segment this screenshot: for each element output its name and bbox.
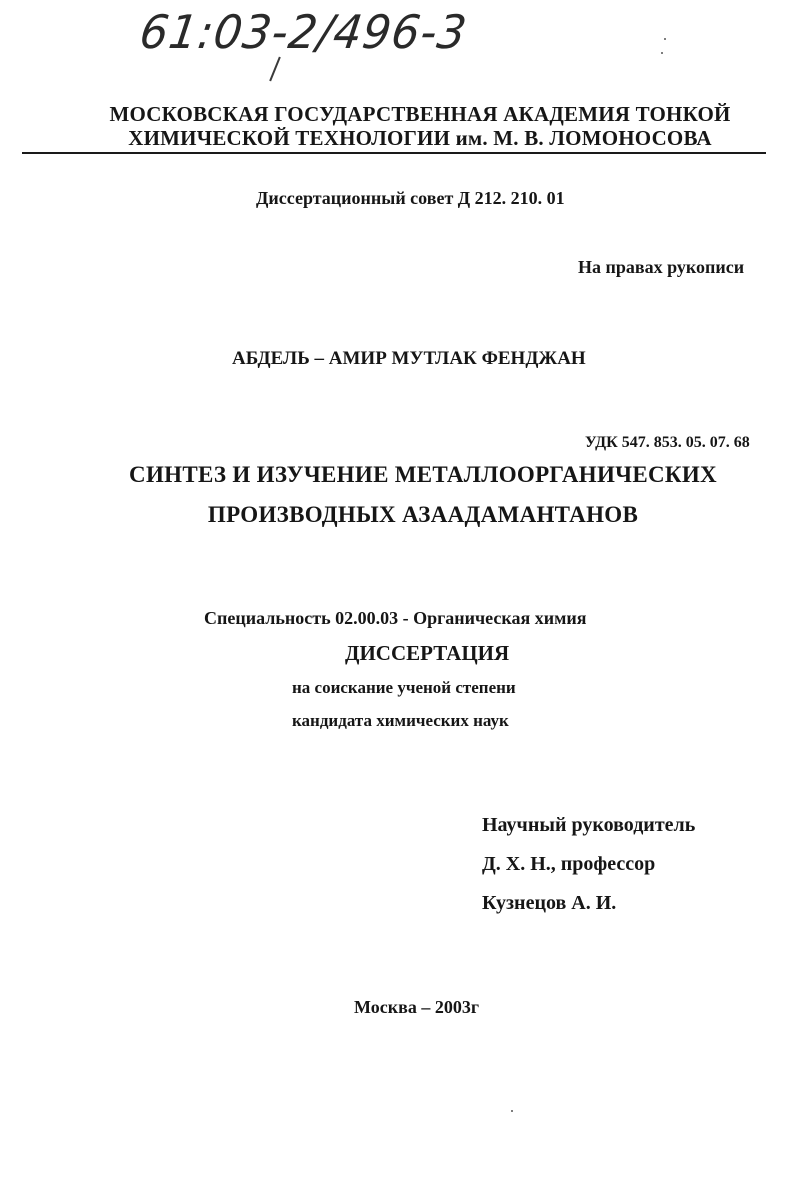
specialty: Специальность 02.00.03 - Органическая химия [204, 608, 587, 628]
dissertation-council: Диссертационный совет Д 212. 210. 01 [256, 188, 565, 208]
scan-speck [511, 1110, 513, 1112]
thesis-title-line-1: СИНТЕЗ И ИЗУЧЕНИЕ МЕТАЛЛООРГАНИЧЕСКИХ [129, 462, 717, 487]
header-divider [22, 152, 766, 154]
supervisor-title: Д. Х. Н., профессор [482, 853, 656, 875]
manuscript-rights: На правах рукописи [578, 257, 745, 277]
scan-speck [661, 52, 663, 54]
degree-line-1: на соискание ученой степени [292, 678, 516, 697]
institution-line-1: МОСКОВСКАЯ ГОСУДАРСТВЕННАЯ АКАДЕМИЯ ТОНКОЙ [109, 102, 731, 126]
pen-stroke-mark [269, 57, 281, 82]
supervisor-role: Научный руководитель [482, 814, 696, 836]
author-name: АБДЕЛЬ – АМИР МУТЛАК ФЕНДЖАН [232, 348, 586, 369]
place-and-year: Москва – 2003г [354, 997, 480, 1017]
udc-code: УДК 547. 853. 05. 07. 68 [585, 434, 750, 451]
institution-line-2: ХИМИЧЕСКОЙ ТЕХНОЛОГИИ им. М. В. ЛОМОНОСОВА [128, 126, 712, 150]
supervisor-name: Кузнецов А. И. [482, 892, 617, 914]
thesis-title-line-2: ПРОИЗВОДНЫХ АЗААДАМАНТАНОВ [207, 502, 639, 527]
scan-speck [664, 38, 666, 40]
degree-line-2: кандидата химических наук [292, 711, 509, 730]
document-type: ДИССЕРТАЦИЯ [345, 641, 510, 665]
archive-handwritten-code: 61:03-2/496-3 [136, 6, 471, 60]
